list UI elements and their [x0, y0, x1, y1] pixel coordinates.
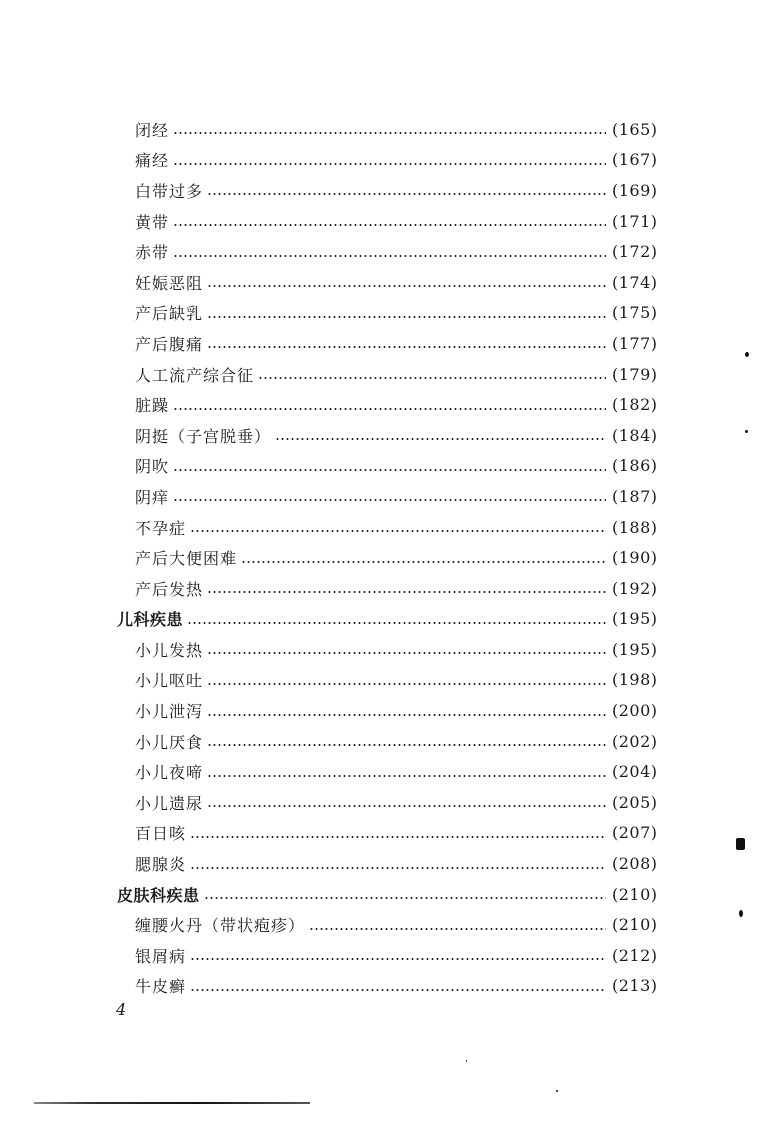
toc-entry-page: (213) — [612, 976, 658, 996]
dot-leader — [173, 408, 606, 410]
toc-entry-page: (167) — [612, 150, 658, 170]
toc-entry-title: 小儿呕吐 — [135, 668, 205, 691]
toc-entry-title: 闭经 — [135, 118, 171, 141]
toc-entry-page: (207) — [612, 823, 658, 843]
dot-leader — [173, 469, 606, 471]
dot-leader — [190, 958, 606, 960]
toc-entry-page: (195) — [612, 639, 658, 659]
dot-leader — [241, 561, 606, 563]
toc-entry-title: 阴痒 — [135, 485, 171, 508]
dot-leader — [187, 622, 606, 624]
dot-leader — [207, 744, 606, 746]
dot-leader — [258, 377, 606, 379]
toc-entry-page: (200) — [612, 701, 658, 721]
toc-entry-title: 腮腺炎 — [135, 852, 188, 875]
toc-entry-title: 黄带 — [135, 210, 171, 233]
toc-entry-title: 牛皮癣 — [135, 974, 188, 997]
toc-entry[interactable] — [0, 298, 777, 329]
toc-entry-title: 产后腹痛 — [135, 332, 205, 355]
toc-entry[interactable] — [0, 542, 777, 573]
toc-entry-page: (190) — [612, 548, 658, 568]
toc-entry-title: 小儿夜啼 — [135, 760, 205, 783]
toc-entry-title: 小儿发热 — [135, 638, 205, 661]
scan-speck — [745, 430, 748, 433]
toc-entry-page: (174) — [612, 272, 658, 292]
toc-entry-title: 百日咳 — [135, 821, 188, 844]
dot-leader — [173, 499, 606, 501]
toc-entry[interactable] — [0, 481, 777, 512]
toc-section-heading[interactable] — [0, 604, 777, 635]
toc-entry[interactable] — [0, 389, 777, 420]
dot-leader — [173, 224, 606, 226]
toc-entry-title: 小儿泄泻 — [135, 699, 205, 722]
toc-entry-title: 脏躁 — [135, 393, 171, 416]
dot-leader — [173, 132, 606, 134]
toc-entry[interactable] — [0, 818, 777, 849]
toc-entry-title: 产后发热 — [135, 577, 205, 600]
dot-leader — [190, 530, 606, 532]
toc-entry[interactable] — [0, 206, 777, 237]
toc-entry-page: (179) — [612, 364, 658, 384]
toc-entry[interactable] — [0, 756, 777, 787]
toc-entry[interactable] — [0, 420, 777, 451]
toc-entry-page: (169) — [612, 180, 658, 200]
toc-entry-title: 阴吹 — [135, 454, 171, 477]
toc-section-title: 皮肤科疾患 — [117, 883, 202, 906]
toc-entry[interactable] — [0, 267, 777, 298]
toc-entry[interactable] — [0, 145, 777, 176]
toc-entry-page: (192) — [612, 578, 658, 598]
toc-entry-title: 阴挺（子宫脱垂） — [135, 424, 273, 447]
dot-leader — [207, 193, 606, 195]
scan-speck — [739, 910, 743, 917]
toc-entry[interactable] — [0, 848, 777, 879]
dot-leader — [207, 285, 606, 287]
dot-leader — [173, 163, 606, 165]
dot-leader — [190, 836, 606, 838]
toc-entry-page: (175) — [612, 303, 658, 323]
toc-entry-page: (212) — [612, 945, 658, 965]
toc-entry[interactable] — [0, 634, 777, 665]
toc-entry[interactable] — [0, 114, 777, 145]
toc-entry[interactable] — [0, 236, 777, 267]
toc-entry[interactable] — [0, 909, 777, 940]
toc-entry-page: (210) — [612, 884, 658, 904]
toc-entry[interactable] — [0, 328, 777, 359]
scan-speck — [745, 352, 749, 357]
toc-entry-title: 产后缺乳 — [135, 301, 205, 324]
toc-entry-title: 小儿遗尿 — [135, 791, 205, 814]
toc-entry-title: 白带过多 — [135, 179, 205, 202]
toc-entry[interactable] — [0, 695, 777, 726]
toc-entry-page: (198) — [612, 670, 658, 690]
toc-entry-page: (205) — [612, 792, 658, 812]
toc-entry-page: (187) — [612, 486, 658, 506]
toc-entry-page: (195) — [612, 609, 658, 629]
scan-speck — [736, 838, 745, 850]
toc-entry[interactable] — [0, 787, 777, 818]
dot-leader — [207, 316, 606, 318]
dot-leader — [207, 591, 606, 593]
toc-entry-page: (208) — [612, 854, 658, 874]
table-of-contents — [0, 114, 777, 1001]
toc-entry[interactable] — [0, 971, 777, 1002]
toc-entry-page: (210) — [612, 915, 658, 935]
dot-leader — [207, 652, 606, 654]
scan-speck — [466, 1060, 467, 1062]
toc-entry-title: 产后大便困难 — [135, 546, 239, 569]
toc-entry[interactable] — [0, 175, 777, 206]
toc-entry[interactable] — [0, 512, 777, 543]
dot-leader — [207, 714, 606, 716]
toc-entry-title: 小儿厌食 — [135, 730, 205, 753]
toc-entry-page: (165) — [612, 119, 658, 139]
toc-entry[interactable] — [0, 665, 777, 696]
dot-leader — [204, 897, 606, 899]
scan-speck — [556, 1090, 558, 1092]
toc-section-heading[interactable] — [0, 879, 777, 910]
dot-leader — [207, 805, 606, 807]
toc-entry-title: 人工流产综合征 — [135, 363, 256, 386]
toc-section-title: 儿科疾患 — [117, 607, 185, 630]
toc-entry-page: (184) — [612, 425, 658, 445]
toc-entry-title: 缠腰火丹（带状疱疹） — [135, 913, 307, 936]
toc-entry-title: 银屑病 — [135, 944, 188, 967]
toc-entry-page: (204) — [612, 762, 658, 782]
toc-entry[interactable] — [0, 451, 777, 482]
toc-entry-page: (186) — [612, 456, 658, 476]
page-number: 4 — [116, 1000, 127, 1019]
dot-leader — [173, 255, 606, 257]
dot-leader — [207, 775, 606, 777]
toc-entry-page: (171) — [612, 211, 658, 231]
toc-entry-page: (188) — [612, 517, 658, 537]
dot-leader — [309, 928, 606, 930]
toc-entry[interactable] — [0, 573, 777, 604]
dot-leader — [190, 989, 606, 991]
toc-entry[interactable] — [0, 359, 777, 390]
toc-entry[interactable] — [0, 726, 777, 757]
toc-entry-title: 妊娠恶阻 — [135, 271, 205, 294]
toc-entry-page: (182) — [612, 395, 658, 415]
bottom-scan-rule — [34, 1102, 310, 1104]
toc-entry-page: (172) — [612, 242, 658, 262]
toc-entry-page: (202) — [612, 731, 658, 751]
toc-entry-title: 赤带 — [135, 240, 171, 263]
toc-entry[interactable] — [0, 940, 777, 971]
dot-leader — [207, 346, 606, 348]
dot-leader — [275, 438, 606, 440]
dot-leader — [207, 683, 606, 685]
toc-entry-page: (177) — [612, 333, 658, 353]
toc-entry-title: 痛经 — [135, 148, 171, 171]
toc-entry-title: 不孕症 — [135, 516, 188, 539]
dot-leader — [190, 867, 606, 869]
